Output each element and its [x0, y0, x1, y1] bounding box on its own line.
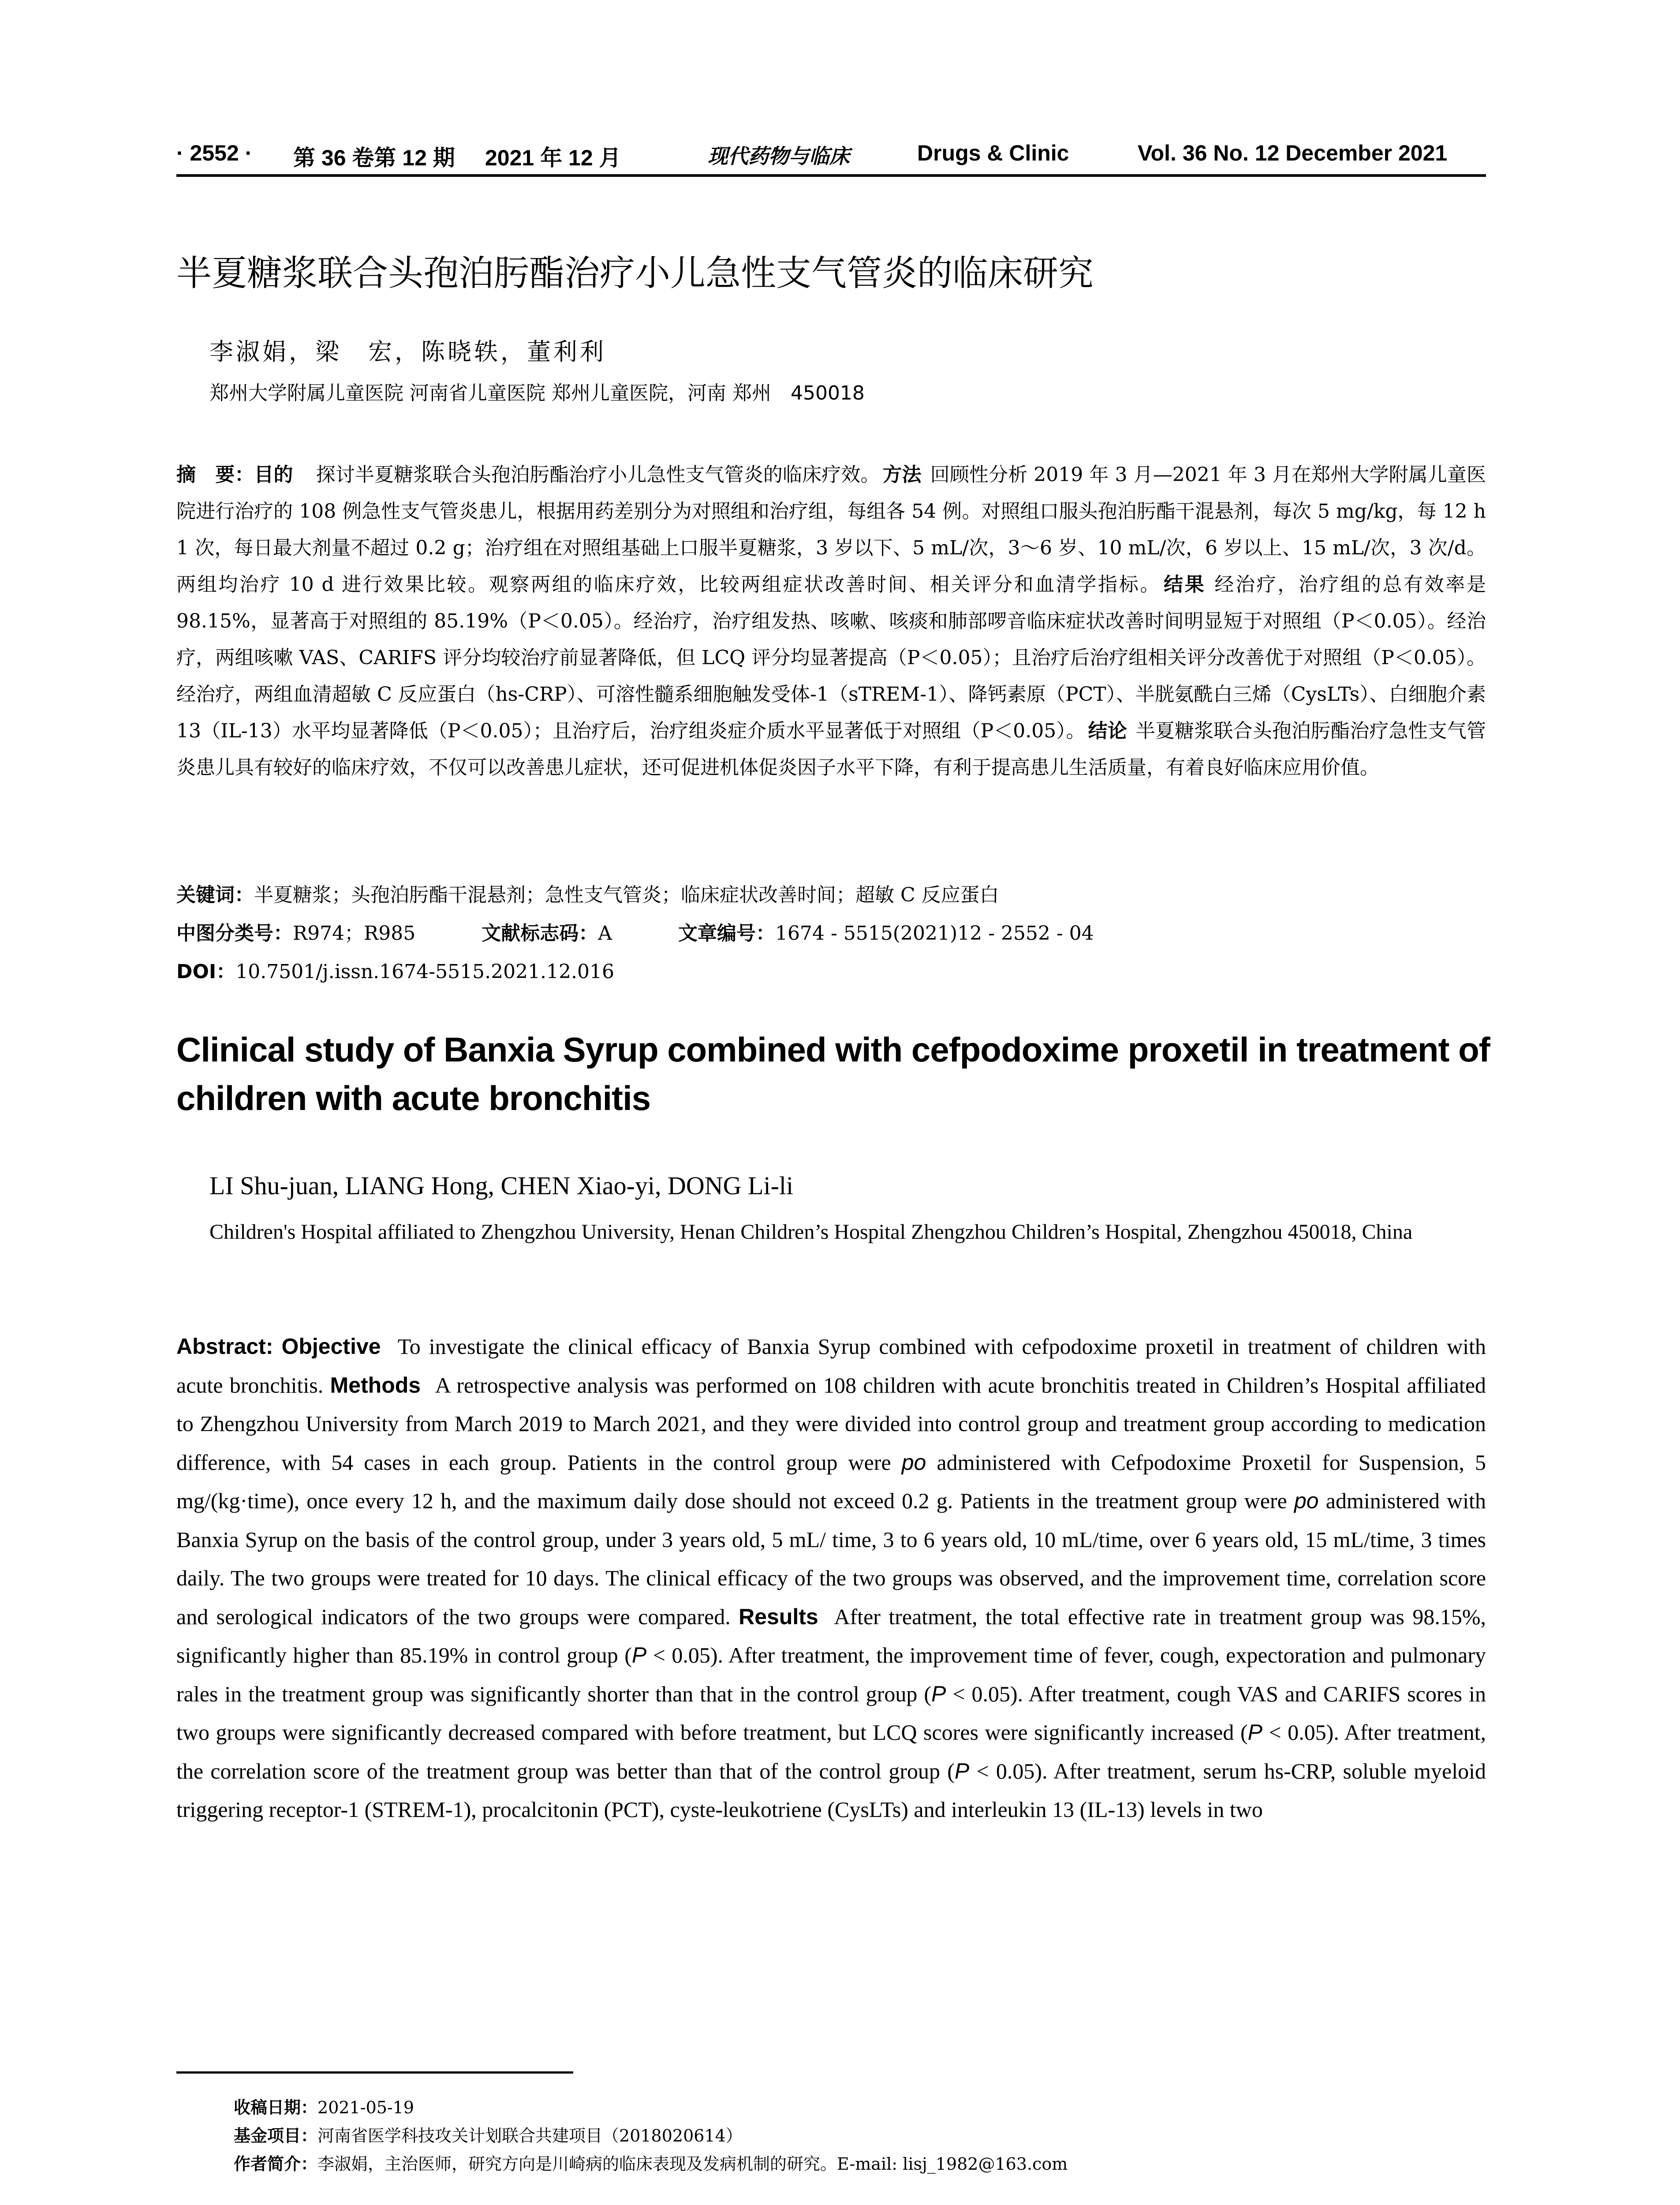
running-header	[176, 132, 1486, 177]
doc-code-value: A	[598, 922, 612, 945]
results-cn-text: 经治疗，治疗组的总有效率是 98.15%，显著高于对照组的 85.19%（P＜0.05）。经治疗，治疗组发热、咳嗽、咳痰和肺部啰音临床症状改善时间明显短于对照组（P＜0.05）。经治疗，两组咳嗽 VAS、CARIFS 评分均较治疗前显著降低，但 LCQ 评分均显著提高（P＜0.05）；且治疗后治疗组相关评分改善优于对照组（P＜0.05）。经治疗，两组血清超敏 C 反应蛋白（hs-CRP）、可溶性髓系细胞触发受体-1（sTREM-1）、降钙素原（PCT）、半胱氨酰白三烯（CysLTs）、白细胞介素 13（IL-13）水平均显著降低（P＜0.05）；且治疗后，治疗组炎症介质水平显著低于对照组（P＜0.05）。	[176, 573, 1486, 742]
keywords-cn-label: 关键词：	[176, 884, 254, 906]
results-en-text-3: < 0.05). After treatment, cough VAS and CARIFS scores in two groups were significantly decreased compared with before treatment, but LCQ scores were significantly increased (	[176, 1681, 1486, 1745]
footnote-author	[234, 2150, 1068, 2179]
objective-en-label: Objective	[281, 1334, 381, 1359]
affiliation-en: Children's Hospital affiliated to Zhengzhou University, Henan Children’s Hospital Zhengzhou Children’s Hospital, Zhengzhou 450018, China	[209, 1220, 1413, 1244]
doc-code-label: 文献标志码：	[482, 922, 598, 945]
po-abbrev: po	[901, 1450, 926, 1475]
journal-name-cn: 现代药物与临床	[708, 144, 850, 168]
keywords-cn	[176, 879, 999, 907]
footnotes	[234, 2094, 1068, 2179]
author-bio-text: 李淑娟，主治医师，研究方向是川崎病的临床表现及发病机制的研究。E-mail: lisj_1982@163.com	[317, 2154, 1068, 2174]
fund-text: 河南省医学科技攻关计划联合共建项目（2018020614）	[317, 2126, 743, 2145]
volume-en: Vol. 36 No. 12 December 2021	[1138, 141, 1448, 165]
results-en-label: Results	[739, 1604, 818, 1629]
p-value-symbol: P	[631, 1643, 647, 1667]
received-label: 收稿日期：	[234, 2098, 318, 2117]
footnote-fund	[234, 2122, 1068, 2150]
methods-cn-label: 方法	[882, 463, 922, 486]
methods-cn-text: 回顾性分析 2019 年 3 月—2021 年 3 月在郑州大学附属儿童医院进行治疗的 108 例急性支气管炎患儿，根据用药差别分为对照组和治疗组，每组各 54 例。对照组口服头孢泊肟酯干混悬剂，每次 5 mg/kg，每 12 h 1 次，每日最大剂量不超过 0.2 g；治疗组在对照组基础上口服半夏糖浆，3 岁以下、5 mL/次，3～6 岁、10 mL/次，6 岁以上、15 mL/次，3 次/d。两组均治疗 10 d 进行效果比较。观察两组的临床疗效，比较两组症状改善时间、相关评分和血清学指标。	[176, 463, 1486, 596]
methods-en-text-2: administered with Cefpodoxime Proxetil for Suspension, 5 mg/(kg·time), once every 12 h, and the maximum daily dose should not exceed 0.2 g. Patients in the treatment group were	[176, 1450, 1486, 1513]
doi-line	[176, 956, 614, 984]
classification-line	[176, 917, 1094, 946]
page-number: · 2552 ·	[176, 141, 253, 165]
received-date: 2021-05-19	[317, 2098, 414, 2117]
abstract-cn-label: 摘 要：	[176, 463, 254, 486]
results-en-text-2: < 0.05). After treatment, the improvement time of fever, cough, expectoration and pulmonary rales in the treatment group was significantly shorter than that in the control group (	[176, 1643, 1486, 1706]
conclusion-cn-label: 结论	[1088, 720, 1127, 742]
po-abbrev: po	[1294, 1488, 1319, 1513]
p-value-symbol: P	[931, 1681, 946, 1706]
article-title-cn: 半夏糖浆联合头孢泊肟酯治疗小儿急性支气管炎的临床研究	[176, 253, 1094, 294]
clc-value: R974；R985	[293, 922, 416, 945]
keywords-cn-value: 半夏糖浆；头孢泊肟酯干混悬剂；急性支气管炎；临床症状改善时间；超敏 C 反应蛋白	[254, 884, 999, 906]
fund-label: 基金项目：	[234, 2126, 318, 2145]
doi-value: 10.7501/j.issn.1674-5515.2021.12.016	[235, 960, 614, 983]
author-bio-label: 作者简介：	[234, 2154, 318, 2174]
doi-label: DOI：	[176, 960, 236, 983]
affiliation-cn: 郑州大学附属儿童医院 河南省儿童医院 郑州儿童医院，河南 郑州 450018	[209, 382, 865, 404]
abstract-cn	[176, 456, 1486, 786]
clc-label: 中图分类号：	[176, 922, 293, 945]
abstract-en-label: Abstract:	[176, 1334, 273, 1359]
footnote-divider	[176, 2071, 573, 2074]
methods-en-text-1: A retrospective analysis was performed on 108 children with acute bronchitis treated in Children’s Hospital affiliated to Zhengzhou University from March 2019 to March 2021, and they were divided into control group and treatment group according to medication difference, with 54 cases in each group. Patients in the control group were	[176, 1372, 1486, 1475]
article-no-value: 1674 - 5515(2021)12 - 2552 - 04	[775, 922, 1094, 945]
abstract-en	[176, 1327, 1486, 1829]
methods-en-text-3: administered with Banxia Syrup on the basis of the control group, under 3 years old, 5 mL/ time, 3 to 6 years old, 10 mL/time, over 6 years old, 15 mL/time, 3 times daily. The two groups were treated for 10 days. The clinical efficacy of the two groups was observed, and the improvement time, correlation score and serological indicators of the two groups were compared.	[176, 1488, 1486, 1629]
objective-cn-text: 探讨半夏糖浆联合头孢泊肟酯治疗小儿急性支气管炎的临床疗效。	[316, 463, 880, 486]
results-cn-label: 结果	[1164, 573, 1206, 596]
objective-cn-label: 目的	[254, 463, 293, 486]
results-en-text-1: After treatment, the total effective rate in treatment group was 98.15%, significantly higher than 85.19% in control group (	[176, 1604, 1486, 1667]
methods-en-label: Methods	[330, 1372, 421, 1398]
article-no-label: 文章编号：	[678, 922, 776, 945]
footnote-received	[234, 2094, 1068, 2122]
article-title-en: Clinical study of Banxia Syrup combined with cefpodoxime proxetil in treatment of children with acute bronchitis	[176, 1030, 1490, 1117]
authors-en: LI Shu-juan, LIANG Hong, CHEN Xiao-yi, DONG Li-li	[209, 1171, 794, 1200]
p-value-symbol: P	[954, 1758, 970, 1783]
conclusion-cn-text: 半夏糖浆联合头孢泊肟酯治疗急性支气管炎患儿具有较好的临床疗效，不仅可以改善患儿症状，还可促进机体促炎因子水平下降，有利于提高患儿生活质量，有着良好临床应用价值。	[176, 720, 1486, 779]
p-value-symbol: P	[1247, 1720, 1262, 1745]
results-en-text-5: < 0.05). After treatment, serum hs-CRP, soluble myeloid triggering receptor-1 (STREM-1), procalcitonin (PCT), cyste-leukotriene (CysLTs) and interleukin 13 (IL-13) levels in two	[176, 1758, 1486, 1822]
results-en-text-4: < 0.05). After treatment, the correlation score of the treatment group was better than that of the control group (	[176, 1720, 1486, 1783]
authors-cn: 李淑娟，梁 宏，陈晓轶，董利利	[209, 338, 606, 366]
volume-cn: 第 36 卷第 12 期	[293, 146, 455, 170]
date-cn: 2021 年 12 月	[485, 146, 621, 170]
objective-en-text: To investigate the clinical efficacy of Banxia Syrup combined with cefpodoxime proxetil in treatment of children with acute bronchitis.	[176, 1334, 1486, 1398]
journal-name-en: Drugs & Clinic	[917, 141, 1069, 165]
